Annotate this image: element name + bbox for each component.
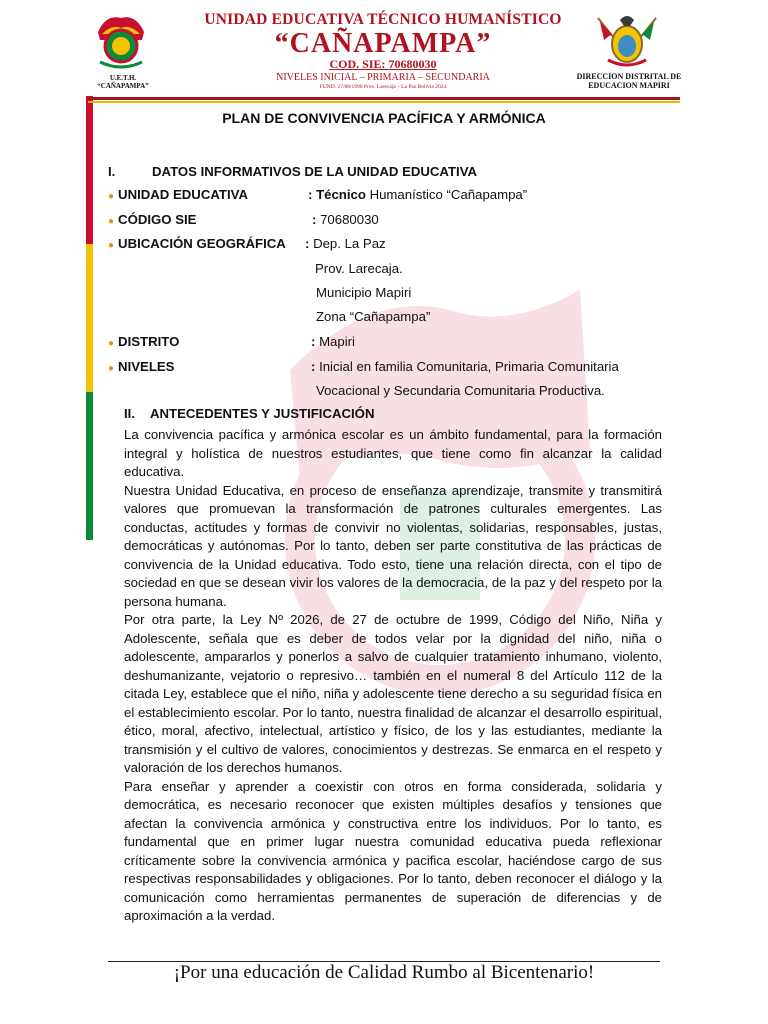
- field-value-niveles-line2: Vocacional y Secundaria Comunitaria Productiva.: [316, 383, 605, 398]
- section-2-title: ANTECEDENTES Y JUSTIFICACIÓN: [150, 406, 375, 421]
- field-value-ubicacion-line2: Prov. Larecaja.: [315, 261, 403, 276]
- field-niveles: [108, 359, 174, 377]
- school-founding: FUND. 27/08/1990 Prov. Larecaja – La Paz Bolivia 2024: [319, 84, 447, 90]
- field-value-bold: Técnico: [316, 187, 366, 202]
- section-1-number: I.: [108, 164, 116, 179]
- field-value-codigo-sie: : 70680030: [312, 212, 379, 227]
- field-codigo-sie: [108, 212, 196, 230]
- school-type: UNIDAD EDUCATIVA TÉCNICO HUMANÍSTICO: [204, 11, 562, 28]
- flag-stripe-yellow: [86, 244, 93, 392]
- field-label: NIVELES: [118, 359, 175, 374]
- field-value-ubicacion-line4: Zona “Cañapampa”: [316, 309, 431, 324]
- left-logo-caption-line1: U.E.T.H.: [109, 74, 137, 82]
- field-value-unidad-educativa: : Técnico Humanístico “Cañapampa”: [308, 187, 528, 202]
- bullet-dot-icon: ●: [108, 338, 115, 349]
- paragraph: Para enseñar y aprender a coexistir con otros en forma considerada, solidaria y democrática, es necesario reconocer que existen múltiples desafíos y tensiones que afectan la convivencia armónica y constructiva entre los individuos. Por lo tanto, es fundamental que en primer lugar nuestra comunidad educativa pueda reflexionar críticamente sobre la convivencia armónica y pacifica escolar, haciéndose cargo de sus respectivas responsabilidades y obligaciones. Por lo tanto, deben reconocer el diálogo y la comunicación como herramientas permanentes de superación de diferencias y de aproximación a la verdad.: [124, 778, 662, 923]
- flag-stripe-green: [86, 392, 93, 540]
- school-code: COD. SIE: 70680030: [329, 57, 437, 71]
- field-value: Inicial en familia Comunitaria, Primaria Comunitaria: [319, 359, 619, 374]
- field-value: Dep. La Paz: [313, 236, 386, 251]
- left-logo-caption: [86, 74, 160, 90]
- field-label: UBICACIÓN GEOGRÁFICA: [118, 236, 286, 251]
- field-value: 70680030: [320, 212, 379, 227]
- left-logo-caption-line2: “CAÑAPAMPA”: [97, 82, 149, 90]
- field-value-niveles: : Inicial en familia Comunitaria, Primaria Comunitaria: [311, 359, 619, 374]
- document-title: PLAN DE CONVIVENCIA PACÍFICA Y ARMÓNICA: [222, 110, 546, 126]
- field-value: Mapiri: [319, 334, 355, 349]
- bullet-dot-icon: ●: [108, 363, 115, 374]
- district-crest-logo-icon: [594, 12, 660, 70]
- field-value-distrito: : Mapiri: [311, 334, 355, 349]
- field-distrito: [108, 334, 179, 352]
- section-2-body: [124, 426, 662, 926]
- field-unidad-educativa: [108, 187, 248, 205]
- paragraph: Por otra parte, la Ley Nº 2026, de 27 de octubre de 1999, Código del Niño, Niña y Adolescente, señala que es deber de todos velar por la dignidad del niño, niña o adolescente, ampararlos y ponerlos a salvo de cualquier tratamiento inhumano, violento, deshumanizante, vejatorio o represivo… también en el numeral 8 del Artículo 112 de la citada Ley, establece que el niño, niña y adolescente tiene derecho a su seguridad física en el establecimiento escolar. Por lo tanto, nuestra finalidad de alcanzar el desarrollo espiritual, ético, moral, afectivo, intelectual, artístico y físico, de los y las estudiantes, mediante la transmisión y el cultivo de valores, conocimientos y destrezas. Se enmarca en el respeto y valoración de los derechos humanos.: [124, 612, 662, 775]
- field-value-ubicacion: : Dep. La Paz: [305, 236, 386, 251]
- field-label: DISTRITO: [118, 334, 180, 349]
- paragraph: La convivencia pacífica y armónica escolar es un ámbito fundamental, para la formación integral y holística de nuestros estudiantes, que tiene como fin alcanzar la calidad educativa.: [124, 427, 662, 479]
- right-logo-caption: DIRECCION DISTRITAL DE EDUCACION MAPIRI: [576, 72, 682, 90]
- section-1-title: DATOS INFORMATIVOS DE LA UNIDAD EDUCATIVA: [152, 164, 478, 179]
- section-2-number: II.: [124, 406, 135, 421]
- footer-slogan: ¡Por una educación de Calidad Rumbo al Bicentenario!: [173, 962, 595, 983]
- section-2-heading: [124, 406, 374, 421]
- field-label: CÓDIGO SIE: [118, 212, 197, 227]
- field-label: UNIDAD EDUCATIVA: [118, 187, 248, 202]
- paragraph: Nuestra Unidad Educativa, en proceso de enseñanza aprendizaje, transmite y transmitirá valores que promuevan la transformación de patrones culturales emergentes. Las conductas, actitudes y formas de convivir no violentas, solidarias, responsables, justas, democráticas y autónomas. Por lo tanto, deben ser parte constitutiva de las prácticas de convivencia de la Unidad educativa. Todo esto, tiene una relación directa, con el tipo de sociedad en que se desean vivir los valores de la democracia, de la paz y del respeto por la persona humana.: [124, 482, 662, 609]
- field-value-ubicacion-line3: Municipio Mapiri: [316, 285, 412, 300]
- header-rule-yellow: [88, 101, 680, 103]
- bullet-dot-icon: ●: [108, 191, 115, 202]
- section-1-heading: [108, 164, 477, 179]
- field-value: Humanístico “Cañapampa”: [365, 187, 528, 202]
- header-rule-red: [88, 97, 680, 100]
- school-name: “CAÑAPAMPA”: [274, 28, 492, 59]
- school-levels: NIVELES INICIAL – PRIMARIA – SECUNDARIA: [276, 72, 490, 83]
- bullet-dot-icon: ●: [108, 240, 115, 251]
- field-ubicacion: [108, 236, 286, 254]
- bullet-dot-icon: ●: [108, 216, 115, 227]
- school-crest-logo-icon: [92, 10, 150, 70]
